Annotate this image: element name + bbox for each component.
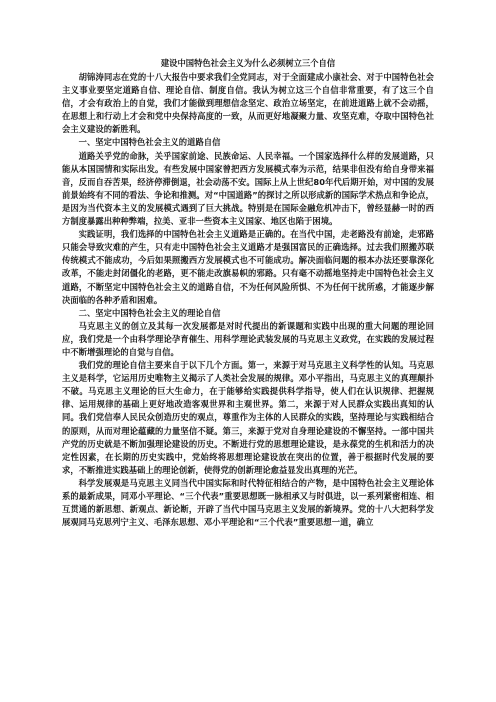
section-heading-theory-confidence: 二、坚定中国特色社会主义的理论自信 — [78, 307, 221, 318]
document-title: 建设中国特色社会主义为什么必须树立三个自信 — [160, 58, 336, 68]
body-paragraph: 科学发展观是马克思主义同当代中国实际和时代特征相结合的产物，是中国特色社会主义理论体系的最新成果，同邓小平理论、“三个代表”重要思想既一脉相承又与时俱进，以一系列紧密相连、相互贯通的新思想、新观点、新论断，开辟了当代中国马克思主义发展的新境界。党的十八大把科学发展观同马克思列宁主义、毛泽东思想、邓小平理论和“三个代表”重要思想一道，确立 — [62, 477, 434, 528]
section-heading-path-confidence: 一、坚定中国特色社会主义的道路自信 — [78, 137, 221, 148]
body-paragraph: 道路关乎党的命脉，关乎国家前途、民族命运、人民幸福。一个国家选择什么样的发展道路，只能从本国国情和实际出发。有些发展中国家曾把西方发展模式奉为示范，结果非但没有给自身带来福音，反而自吞苦果，经济停滞倒退，社会动荡不安。国际上从上世纪80年代后期开始，对中国的发展前景始终有不同的看法、争论和推测。对“中国道路”的探讨之所以形成新的国际学术热点和争论点，是因为当代资本主义的发展模式遇到了巨大挑战。特别是在国际金融危机冲击下，曾经显赫一时的西方制度暴露出种种弊端，拉美、亚非一些资本主义国家、地区也陷于困境。 — [62, 150, 434, 227]
intro-paragraph: 胡锦涛同志在党的十八大报告中要求我们全党同志，对于全面建成小康社会、对于中国特色社会主义事业要坚定道路自信、理论自信、制度自信。我认为树立这三个自信非常重要，有了这三个自信，才会有政治上的自觉，我们才能做到理想信念坚定、政治立场坚定，在前进道路上就不会动摇，在思想上和行动上才会和党中央保持高度的一致，从而更好地凝聚力量、攻坚克难，夺取中国特色社会主义建设的新胜利。 — [62, 72, 434, 135]
body-paragraph: 马克思主义的创立及其每一次发展都是对时代提出的新课题和实践中出现的重大问题的理论回应，我们党是一个由科学理论孕育催生、用科学理论武装发展的马克思主义政党，在实践的发展过程中不断增强理论的自觉与自信。 — [62, 320, 434, 357]
body-paragraph: 实践证明，我们选择的中国特色社会主义道路是正确的。在当代中国，走老路没有前途，走邪路只能会导致灾难的产生，只有走中国特色社会主义道路才是强国富民的正确选择。过去我们照搬苏联传统模式不能成功，今后如果照搬西方发展模式也不可能成功。解决面临问题的根本办法还要靠深化改革，不能走封闭僵化的老路，更不能走改旗易帜的邪路。只有毫不动摇地坚持走中国特色社会主义道路，不断坚定中国特色社会主义的道路自信，不为任何风险所惧、不为任何干扰所惑，才能逐步解决面临的各种矛盾和困难。 — [62, 229, 434, 305]
body-paragraph: 我们党的理论自信主要来自于以下几个方面。第一，来源于对马克思主义科学性的认知。马克思主义是科学，它运用历史唯物主义揭示了人类社会发展的规律。邓小平指出，马克思主义的真理颠扑不破。马克思主义理论的巨大生命力，在于能够给实践提供科学指导，使人们在认识规律、把握规律、运用规律的基础上更好地改造客观世界和主观世界。第二，来源于对人民群众实践出真知的认同。我们党信奉人民民众创造历史的观点，尊重作为主体的人民群众的实践，坚持理论与实践相结合的原则，从而对理论蕴藏的力量坚信不疑。第三，来源于党对自身理论建设的不懈坚持。一部中国共产党的历史就是不断加强理论建设的历史。不断进行党的思想理论建设，是永葆党的生机和活力的决定性因素，在长期的历史实践中，党始终将思想理论建设放在突出的位置，善于根据时代发展的要求，不断推进实践基础上的理论创新，使得党的创新理论愈益显发出真理的光芒。 — [62, 360, 434, 475]
